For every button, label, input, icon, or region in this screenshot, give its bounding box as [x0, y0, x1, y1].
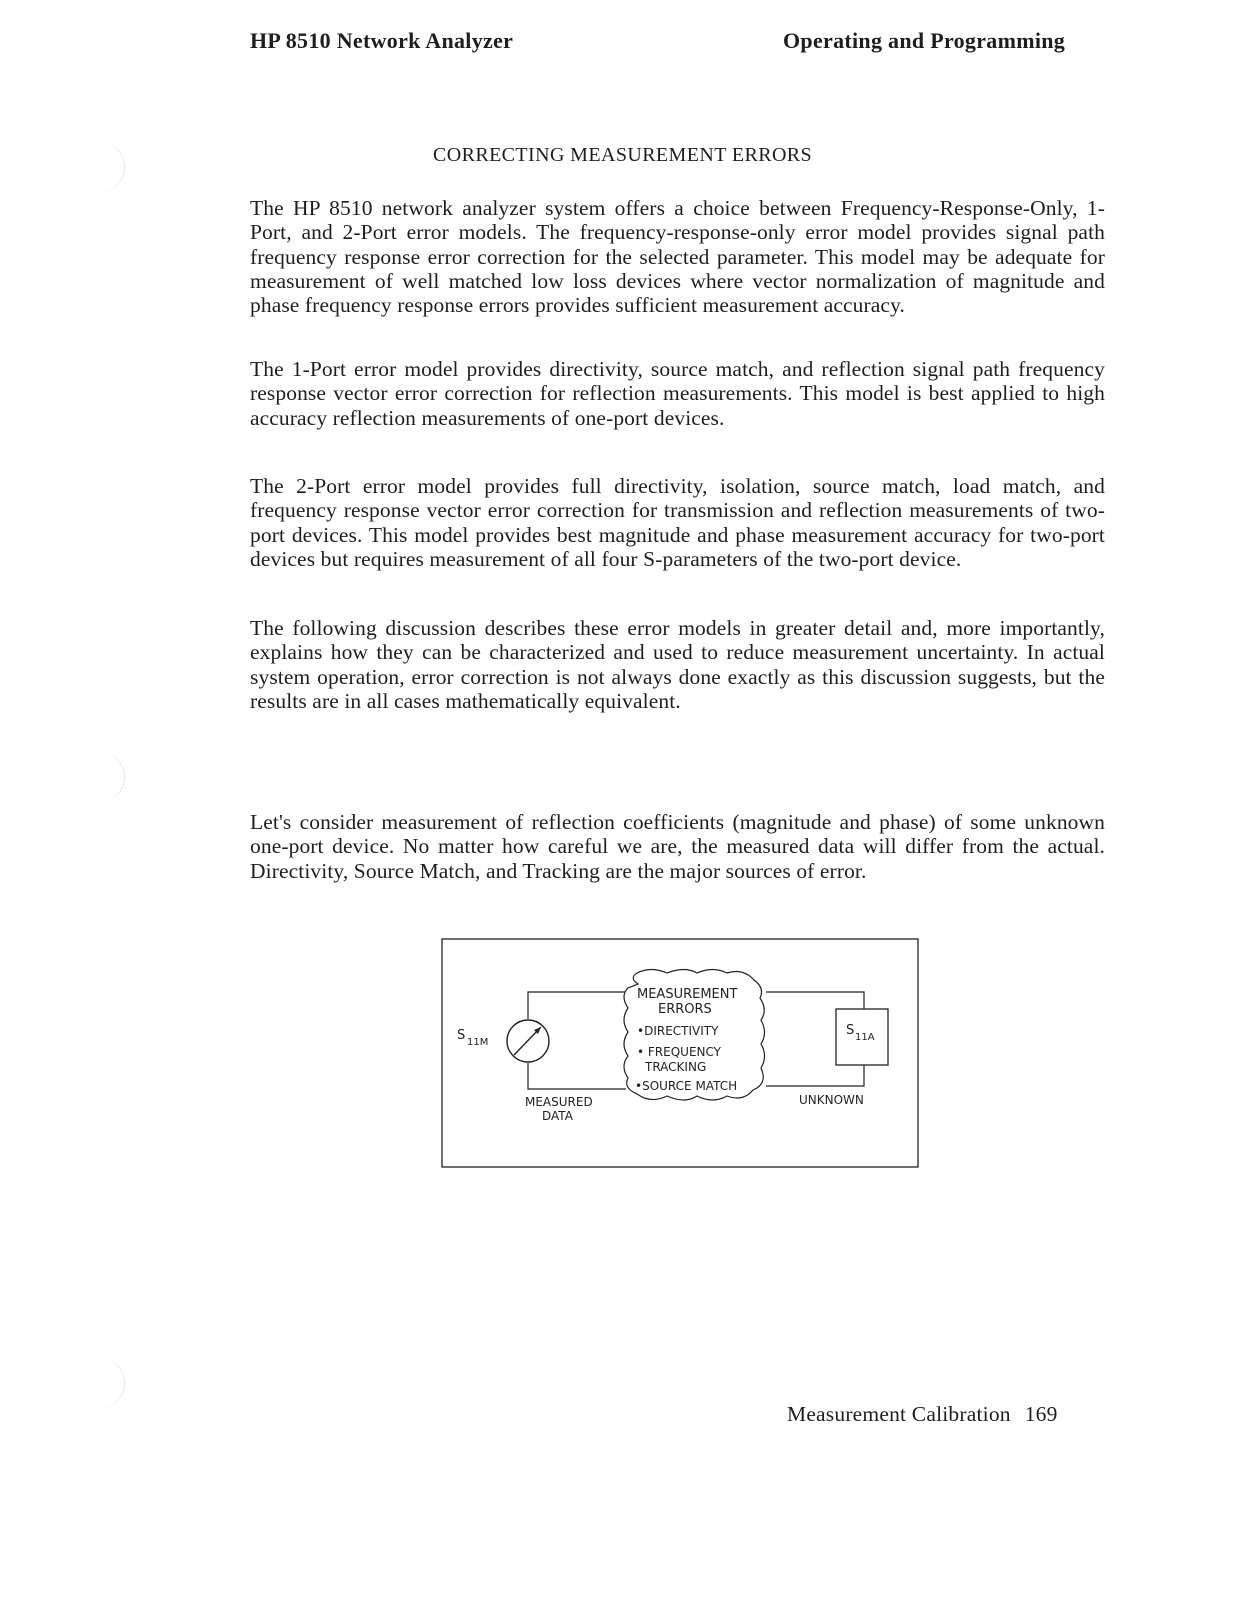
cloud-title: MEASUREMENT	[637, 987, 738, 1002]
footer-section: Measurement Calibration	[787, 1402, 1011, 1426]
section-title: CORRECTING MEASUREMENT ERRORS	[433, 144, 813, 166]
wire-top-left	[528, 992, 626, 1019]
error-item-tracking: TRACKING	[645, 1060, 707, 1074]
page-footer	[787, 1402, 1058, 1427]
wire-top-right	[766, 992, 864, 1009]
unknown-label: UNKNOWN	[799, 1093, 864, 1107]
unknown-subscript: 11A	[855, 1032, 875, 1043]
page-number: 169	[1024, 1402, 1058, 1426]
meter-symbol: S	[457, 1028, 466, 1043]
error-item-frequency: • FREQUENCY	[637, 1045, 721, 1059]
paragraph: The following discussion describes these error models in greater detail and, more importantly, explains how they can be characterized and used to reduce measurement uncertainty. In actual system operation, error correction is not always done exactly as this discussion suggests, but the results are in all cases mathematically equivalent.	[250, 616, 1105, 713]
binder-hole	[92, 752, 125, 802]
wire-bottom-right	[766, 1065, 864, 1086]
paragraph: The HP 8510 network analyzer system offers a choice between Frequency-Response-Only, 1-Port, and 2-Port error models. The frequency-response-only error model provides signal path frequency response error correction for the selected parameter. This model may be adequate for measurement of well matched low loss devices where vector normalization of magnitude and phase frequency response errors provides sufficient measurement accuracy.	[250, 196, 1105, 318]
measurement-errors-diagram	[441, 938, 919, 1168]
unknown-symbol: S	[846, 1023, 855, 1038]
paragraph: The 1-Port error model provides directivity, source match, and reflection signal path frequency response vector error correction for reflection measurements. This model is best applied to high accuracy reflection measurements of one-port devices.	[250, 357, 1105, 430]
error-item-directivity: •DIRECTIVITY	[637, 1024, 719, 1038]
binder-hole	[92, 142, 125, 192]
paragraph: The 2-Port error model provides full directivity, isolation, source match, load match, and frequency response vector error correction for transmission and reflection measurements of two-port devices. This model provides best magnitude and phase measurement accuracy for two-port devices but requires measurement of all four S-parameters of the two-port device.	[250, 474, 1105, 571]
meter-subscript: 11M	[467, 1037, 489, 1048]
header-document-title: HP 8510 Network Analyzer	[250, 28, 514, 53]
binder-hole	[92, 1358, 125, 1408]
measured-data-label: MEASURED	[525, 1095, 593, 1109]
wire-bottom-left	[528, 1063, 626, 1089]
error-item-source-match: •SOURCE MATCH	[635, 1079, 738, 1093]
header-section-title: Operating and Programming	[783, 28, 1066, 53]
cloud-title: ERRORS	[658, 1002, 712, 1017]
paragraph: Let's consider measurement of reflection coefficients (magnitude and phase) of some unknown one-port device. No matter how careful we are, the measured data will differ from the actual. Directivity, Source Match, and Tracking are the major sources of error.	[250, 810, 1105, 883]
measured-data-label: DATA	[542, 1109, 573, 1123]
